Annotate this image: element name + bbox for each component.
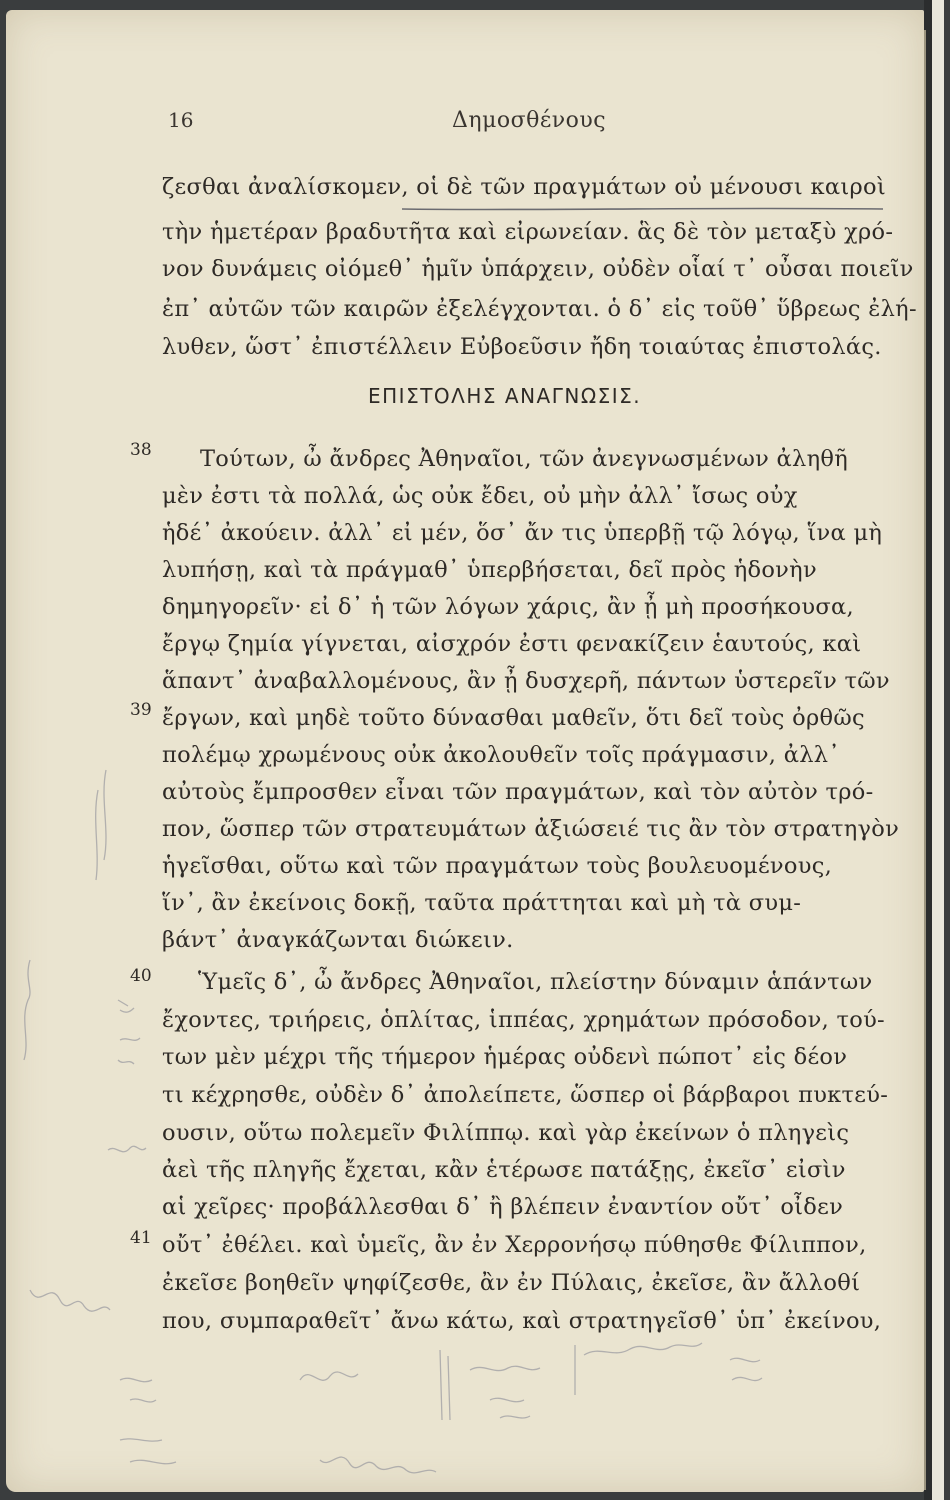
text-line: βάντ᾽ ἀναγκάζωνται διώκειν. xyxy=(162,927,514,953)
text-line: αὐτοὺς ἔμπροσθεν εἶναι τῶν πραγμάτων, καὶ τὸν αὐτὸν τρό- xyxy=(162,779,874,805)
text-line: Ὑμεῖς δ᾽, ὦ ἄνδρες Ἀθηναῖοι, πλείστην δύναμιν ἁπάντων xyxy=(198,969,873,995)
text-line: λυθεν, ὥστ᾽ ἐπιστέλλειν Εὐβοεῦσιν ἤδη τοιαύτας ἐπιστολάς. xyxy=(162,334,882,360)
paragraph-number: 40 xyxy=(130,966,152,986)
text-line: ἔργων, καὶ μηδὲ τοῦτο δύνασθαι μαθεῖν, ὅτι δεῖ τοὺς ὀρθῶς xyxy=(162,705,865,731)
text-line: ἡδέ᾽ ἀκούειν. ἀλλ᾽ εἰ μέν, ὅσ᾽ ἄν τις ὑπερβῇ τῷ λόγῳ, ἵνα μὴ xyxy=(162,520,883,546)
running-head: Δημοσθένους xyxy=(452,108,607,133)
text-line: αἱ χεῖρες· προβάλλεσθαι δ᾽ ἢ βλέπειν ἐναντίον οὔτ᾽ οἶδεν xyxy=(162,1194,844,1220)
text-line: πολέμῳ χρωμένους οὐκ ἀκολουθεῖν τοῖς πράγμασιν, ἀλλ᾽ xyxy=(162,742,840,768)
text-line: ουσιν, οὕτω πολεμεῖν Φιλίππῳ. καὶ γὰρ ἐκείνων ὁ πληγεὶς xyxy=(162,1120,850,1146)
text-line: νον δυνάμεις οἰόμεθ᾽ ἡμῖν ὑπάρχειν, οὐδὲν οἷαί τ᾽ οὖσαι ποιεῖν xyxy=(162,256,914,282)
page-number: 16 xyxy=(168,108,194,132)
text-line: οὔτ᾽ ἐθέλει. καὶ ὑμεῖς, ἂν ἐν Χερρονήσῳ πύθησθε Φίλιππον, xyxy=(162,1232,867,1258)
paragraph-number: 39 xyxy=(130,700,152,720)
text-line: ἐκεῖσε βοηθεῖν ψηφίζεσθε, ἂν ἐν Πύλαις, ἐκεῖσε, ἂν ἄλλοθί xyxy=(162,1270,861,1296)
section-heading: ΕΠΙΣΤΟΛΗΣ ΑΝΑΓΝΩΣΙΣ. xyxy=(368,384,642,408)
text-line: ἡγεῖσθαι, οὕτω καὶ τῶν πραγμάτων τοὺς βουλευομένους, xyxy=(162,853,833,879)
text-line: πον, ὥσπερ τῶν στρατευμάτων ἀξιώσειέ τις ἂν τὸν στρατηγὸν xyxy=(162,816,900,842)
text-line: ἔχοντες, τριήρεις, ὁπλίτας, ἱππέας, χρημάτων πρόσοδον, τού- xyxy=(162,1007,885,1033)
text-line: μὲν ἐστι τὰ πολλά, ὡς οὐκ ἔδει, οὐ μὴν ἀλλ᾽ ἴσως οὐχ xyxy=(162,483,798,509)
text-line: Τούτων, ὦ ἄνδρες Ἀθηναῖοι, τῶν ἀνεγνωσμένων ἀληθῆ xyxy=(200,446,848,472)
text-line: τι κέχρησθε, οὐδὲν δ᾽ ἀπολείπετε, ὥσπερ οἱ βάρβαροι πυκτεύ- xyxy=(162,1082,889,1108)
text-line: δημηγορεῖν· εἰ δ᾽ ἡ τῶν λόγων χάρις, ἂν ᾖ μὴ προσήκουσα, xyxy=(162,594,854,620)
text-line: ἔργῳ ζημία γίγνεται, αἰσχρόν ἐστι φενακίζειν ἑαυτούς, καὶ xyxy=(162,631,862,657)
text-line: ἀεὶ τῆς πληγῆς ἔχεται, κἂν ἑτέρωσε πατάξῃς, ἐκεῖσ᾽ εἰσὶν xyxy=(162,1157,846,1183)
text-line: ἐπ᾽ αὐτῶν τῶν καιρῶν ἐξελέγχονται. ὁ δ᾽ εἰς τοῦθ᾽ ὕβρεως ἐλή- xyxy=(162,296,917,322)
text-line: τὴν ἡμετέραν βραδυτῆτα καὶ εἰρωνείαν. ἃς δὲ τὸν μεταξὺ χρό- xyxy=(162,219,894,245)
text-line: που, συμπαραθεῖτ᾽ ἄνω κάτω, καὶ στρατηγεῖσθ᾽ ὑπ᾽ ἐκείνου, xyxy=(162,1308,882,1334)
text-line: ἵν᾽, ἂν ἐκείνοις δοκῇ, ταῦτα πράττηται καὶ μὴ τὰ συμ- xyxy=(162,890,802,916)
paragraph-number: 38 xyxy=(130,440,152,460)
paragraph-number: 41 xyxy=(130,1228,152,1248)
text-line: ζεσθαι ἀναλίσκομεν, οἱ δὲ τῶν πραγμάτων οὐ μένουσι καιροὶ xyxy=(162,174,886,200)
text-line: ἅπαντ᾽ ἀναβαλλομένους, ἂν ᾖ δυσχερῆ, πάντων ὑστερεῖν τῶν xyxy=(162,668,890,694)
text-line: των μὲν μέχρι τῆς τήμερον ἡμέρας οὐδενὶ πώποτ᾽ εἰς δέον xyxy=(162,1044,848,1070)
text-line: λυπήσῃ, καὶ τὰ πράγμαθ᾽ ὑπερβήσεται, δεῖ πρὸς ἡδονὴν xyxy=(162,557,817,583)
